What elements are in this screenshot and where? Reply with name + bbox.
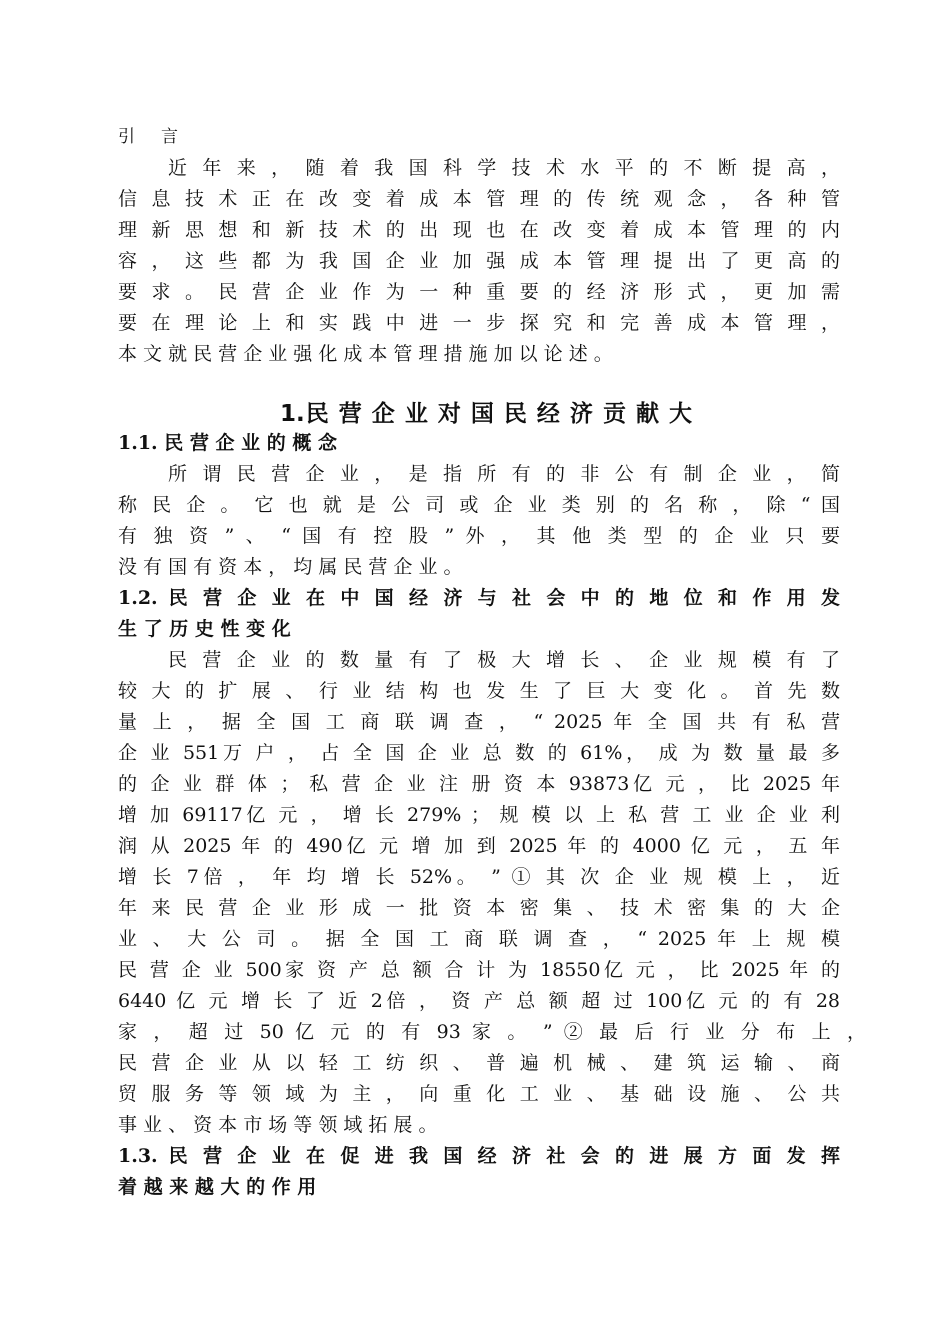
paragraph-line: 量 上 ， 据 全 国 工 商 联 调 查 ， “ 2025 年 全 国 共 有 私 营 [118,711,840,733]
subsection-heading: 生 了 历 史 性 变 化 [118,618,291,640]
paragraph-line: 润 从 2025 年 的 490亿 元 增 加 到 2025 年 的 4000 亿 元 ， 五 年 [118,835,840,857]
paragraph-line: 没 有 国 有 资 本 ， 均 属 民 营 企 业 。 [118,556,463,578]
paragraph-line: 称 民 企 。 它 也 就 是 公 司 或 企 业 类 别 的 名 称 ， 除 “ 国 [118,494,840,516]
intro-line: 理 新 思 想 和 新 技 术 的 出 现 也 在 改 变 着 成 本 管 理 的 内 [118,219,840,241]
paragraph-line: 事 业 、 资 本 市 场 等 领 域 拓 展 。 [118,1114,438,1136]
paragraph-line: 民 营 企 业 的 数 量 有 了 极 大 增 长 、 企 业 规 模 有 了 [168,649,840,671]
paragraph-line: 民 营 企 业 从 以 轻 工 纺 织 、 普 遍 机 械 、 建 筑 运 输 、 商 [118,1052,840,1074]
paragraph-line: 所 谓 民 营 企 业 ， 是 指 所 有 的 非 公 有 制 企 业 ， 简 [168,463,840,485]
paragraph-line: 增 加 69117亿 元 ， 增 长 279% ； 规 模 以 上 私 营 工 业 企 业 利 [118,804,840,826]
paragraph-line: 增 长 7倍 ， 年 均 增 长 52%。 ” ① 其 次 企 业 规 模 上 ， 近 [118,866,840,888]
subsection-heading: 1.1. 民 营 企 业 的 概 念 [118,432,337,454]
intro-line: 信 息 技 术 正 在 改 变 着 成 本 管 理 的 传 统 观 念 ， 各 种 管 [118,188,840,210]
paragraph-line: 年 来 民 营 企 业 形 成 一 批 资 本 密 集 、 技 术 密 集 的 大 企 [118,897,840,919]
paragraph-line: 有 独 资 ” 、 “ 国 有 控 股 ” 外 ， 其 他 类 型 的 企 业 只 要 [118,525,840,547]
subsection-heading: 1.2. 民 营 企 业 在 中 国 经 济 与 社 会 中 的 地 位 和 作 用 发 [118,587,840,609]
intro-line: 近 年 来 ， 随 着 我 国 科 学 技 术 水 平 的 不 断 提 高 ， [168,157,840,179]
paragraph-line: 较 大 的 扩 展 、 行 业 结 构 也 发 生 了 巨 大 变 化 。 首 先 数 [118,680,840,702]
paragraph-line: 企 业 551万 户 ， 占 全 国 企 业 总 数 的 61%， 成 为 数 量 最 多 [118,742,840,764]
paragraph-line: 家 ， 超 过 50 亿 元 的 有 93 家 。 ” ② 最 后 行 业 分 布 上 ， [118,1021,866,1043]
paragraph-line: 6440 亿 元 增 长 了 近 2倍 ， 资 产 总 额 超 过 100亿 元 的 有 28 [118,990,840,1012]
intro-label: 引 言 [118,127,178,147]
subsection-heading: 1.3. 民 营 企 业 在 促 进 我 国 经 济 社 会 的 进 展 方 面 发 挥 [118,1145,840,1167]
paragraph-line: 民 营 企 业 500家 资 产 总 额 合 计 为 18550亿 元 ， 比 2025 年 的 [118,959,840,981]
intro-line: 容 ， 这 些 都 为 我 国 企 业 加 强 成 本 管 理 提 出 了 更 高 的 [118,250,840,272]
paragraph-line: 业 、 大 公 司 。 据 全 国 工 商 联 调 查 ， “ 2025 年 上 规 模 [118,928,840,950]
paragraph-line: 贸 服 务 等 领 域 为 主 ， 向 重 化 工 业 、 基 础 设 施 、 公 共 [118,1083,840,1105]
paragraph-line: 的 企 业 群 体 ； 私 营 企 业 注 册 资 本 93873亿 元 ， 比 2025 年 [118,773,840,795]
intro-line: 要 求 。 民 营 企 业 作 为 一 种 重 要 的 经 济 形 式 ， 更 加 需 [118,281,840,303]
subsection-heading: 着 越 来 越 大 的 作 用 [118,1176,317,1198]
section-title: 1.民 营 企 业 对 国 民 经 济 贡 献 大 [280,401,692,427]
intro-line: 要 在 理 论 上 和 实 践 中 进 一 步 探 究 和 完 善 成 本 管 理 ， [118,312,840,334]
intro-line: 本 文 就 民 营 企 业 强 化 成 本 管 理 措 施 加 以 论 述 。 [118,343,613,365]
